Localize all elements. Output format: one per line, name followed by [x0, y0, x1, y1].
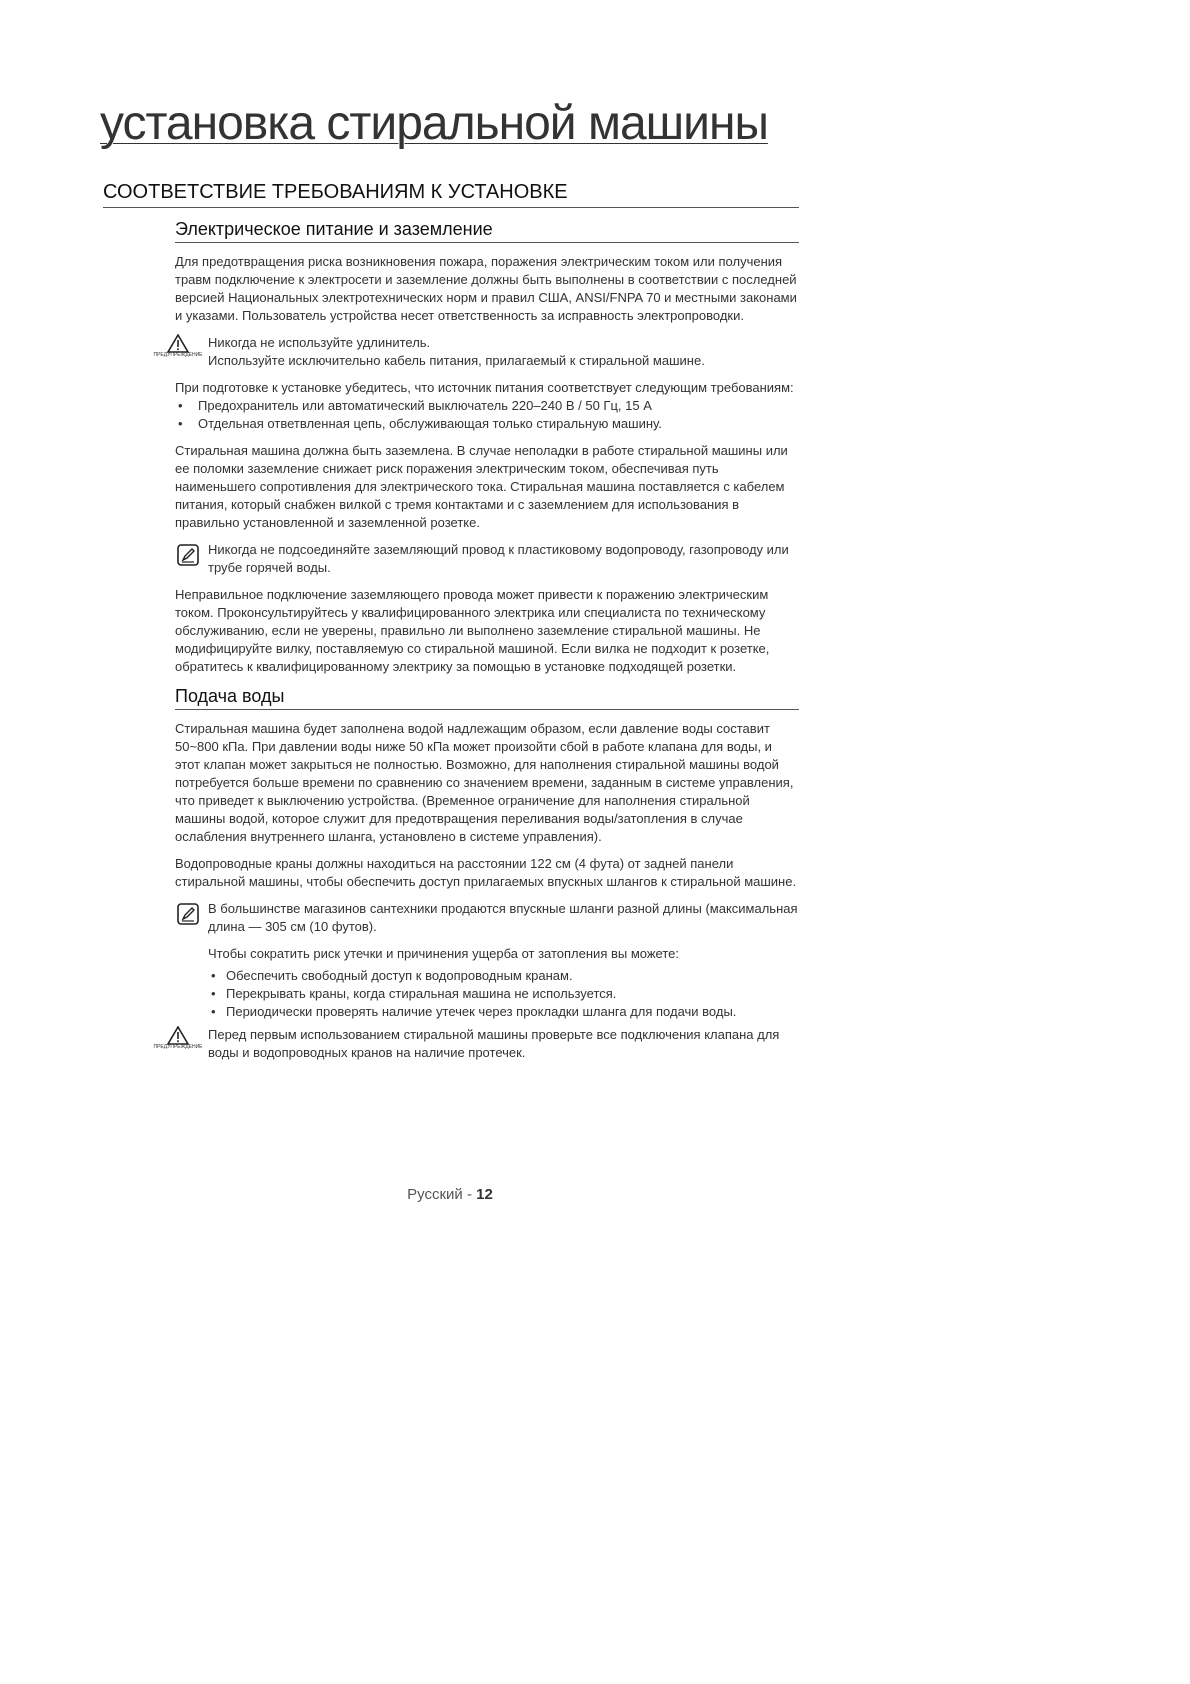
warning-text: Перед первым использованием стиральной машины проверьте все подключения клапана для воды и водопроводных кранов на наличие протечек. [208, 1027, 780, 1060]
reduce-risk-intro: Чтобы сократить риск утечки и причинения ущерба от затопления вы можете: [208, 946, 679, 961]
electric-intro: Для предотвращения риска возникновения пожара, поражения электрическим током или получения травм подключение к электросети и заземление должны быть выполнены в соответствии с последней версией Национальных электротехнических норм и правил США, ANSI/FNPA 70 и местными законами и указами. Пользователь устройства несет ответственность за исправность электропроводки. [175, 254, 797, 323]
grounding-paragraph: Стиральная машина должна быть заземлена. В случае неполадки в работе стиральной машины или ее поломки заземление снижает риск поражения электрическим током, обеспечивая путь наименьшего сопротивления для электрического тока. Стиральная машина поставляется с кабелем питания, который снабжен вилкой с тремя контактами и с заземлением для использования в правильно установленной и заземленной розетке. [175, 443, 788, 530]
section-heading: СООТВЕТСТВИЕ ТРЕБОВАНИЯМ К УСТАНОВКЕ [103, 180, 799, 208]
warning-icon-block [153, 334, 203, 358]
list-item: • Отдельная ответвленная цепь, обслуживающая только стиральную машину. [175, 415, 799, 433]
improper-grounding-paragraph: Неправильное подключение заземляющего провода может привести к поражению электрическим током. Проконсультируйтесь у квалифицированного электрика или специалиста по техническому обслуживанию, если не уверены, правильно ли выполнено заземление стиральной машины. Не модифицируйте вилку, поставляемую со стиральной машиной. Если вилка не подходит к розетке, обратитесь к квалифицированному электрику за помощью в установке подходящей розетки. [175, 587, 770, 674]
electric-warning [153, 334, 799, 370]
page-title: установка стиральной машины [100, 97, 768, 150]
reduce-risk-list [208, 967, 799, 1021]
list-item: • Предохранитель или автоматический выключатель 220–240 В / 50 Гц, 15 А [175, 397, 799, 415]
note-icon [177, 903, 199, 925]
note-text: Никогда не подсоединяйте заземляющий провод к пластиковому водопроводу, газопроводу или трубе горячей воды. [208, 542, 789, 575]
water-warning [153, 1026, 799, 1062]
warning-label: ПРЕДУПРЕЖДЕНИЕ [153, 1044, 203, 1050]
note-icon [177, 544, 199, 566]
list-item: • Обеспечить свободный доступ к водопроводным кранам. [208, 967, 799, 985]
warning-triangle-icon [167, 334, 189, 353]
list-item: • Перекрывать краны, когда стиральная машина не используется. [208, 985, 799, 1003]
warning-label: ПРЕДУПРЕЖДЕНИЕ [153, 352, 203, 358]
footer-language: Русский - [407, 1186, 477, 1203]
reduce-risk-block [175, 945, 799, 1021]
hose-note [175, 900, 799, 936]
electric-heading: Электрическое питание и заземление [175, 218, 799, 243]
water-taps-paragraph: Водопроводные краны должны находиться на расстоянии 122 см (4 фута) от задней панели стиральной машины, чтобы обеспечить доступ прилагаемых впускных шлангов к стиральной машине. [175, 856, 797, 889]
page-footer [0, 1186, 900, 1203]
list-item: • Периодически проверять наличие утечек через прокладки шланга для подачи воды. [208, 1003, 799, 1021]
water-heading: Подача воды [175, 685, 799, 710]
requirements-list [175, 397, 799, 433]
main-content [153, 218, 799, 1071]
requirements-intro: При подготовке к установке убедитесь, что источник питания соответствует следующим требованиям: [175, 380, 794, 395]
page-number: 12 [476, 1186, 493, 1203]
note-text: В большинстве магазинов сантехники продаются впускные шланги разной длины (максимальная длина — 305 см (10 футов). [208, 901, 798, 934]
water-pressure-paragraph: Стиральная машина будет заполнена водой надлежащим образом, если давление воды составит 50~800 кПа. При давлении воды ниже 50 кПа может произойти сбой в работе клапана для воды, и этот клапан может закрыться не полностью. Возможно, для наполнения стиральной машины водой потребуется больше времени по сравнению со значением времени, заданным в системе управления, что приведет к выключению устройства. (Временное ограничение для наполнения стиральной машины водой, которое служит для предотвращения переливания воды/затопления в случае ослабления внутреннего шланга, установлено в системе управления). [175, 721, 794, 844]
warning-icon-block [153, 1026, 203, 1050]
warning-line: Никогда не используйте удлинитель. [208, 335, 431, 350]
warning-triangle-icon [167, 1026, 189, 1045]
grounding-note [175, 541, 799, 577]
warning-line: Используйте исключительно кабель питания, прилагаемый к стиральной машине. [208, 353, 705, 368]
